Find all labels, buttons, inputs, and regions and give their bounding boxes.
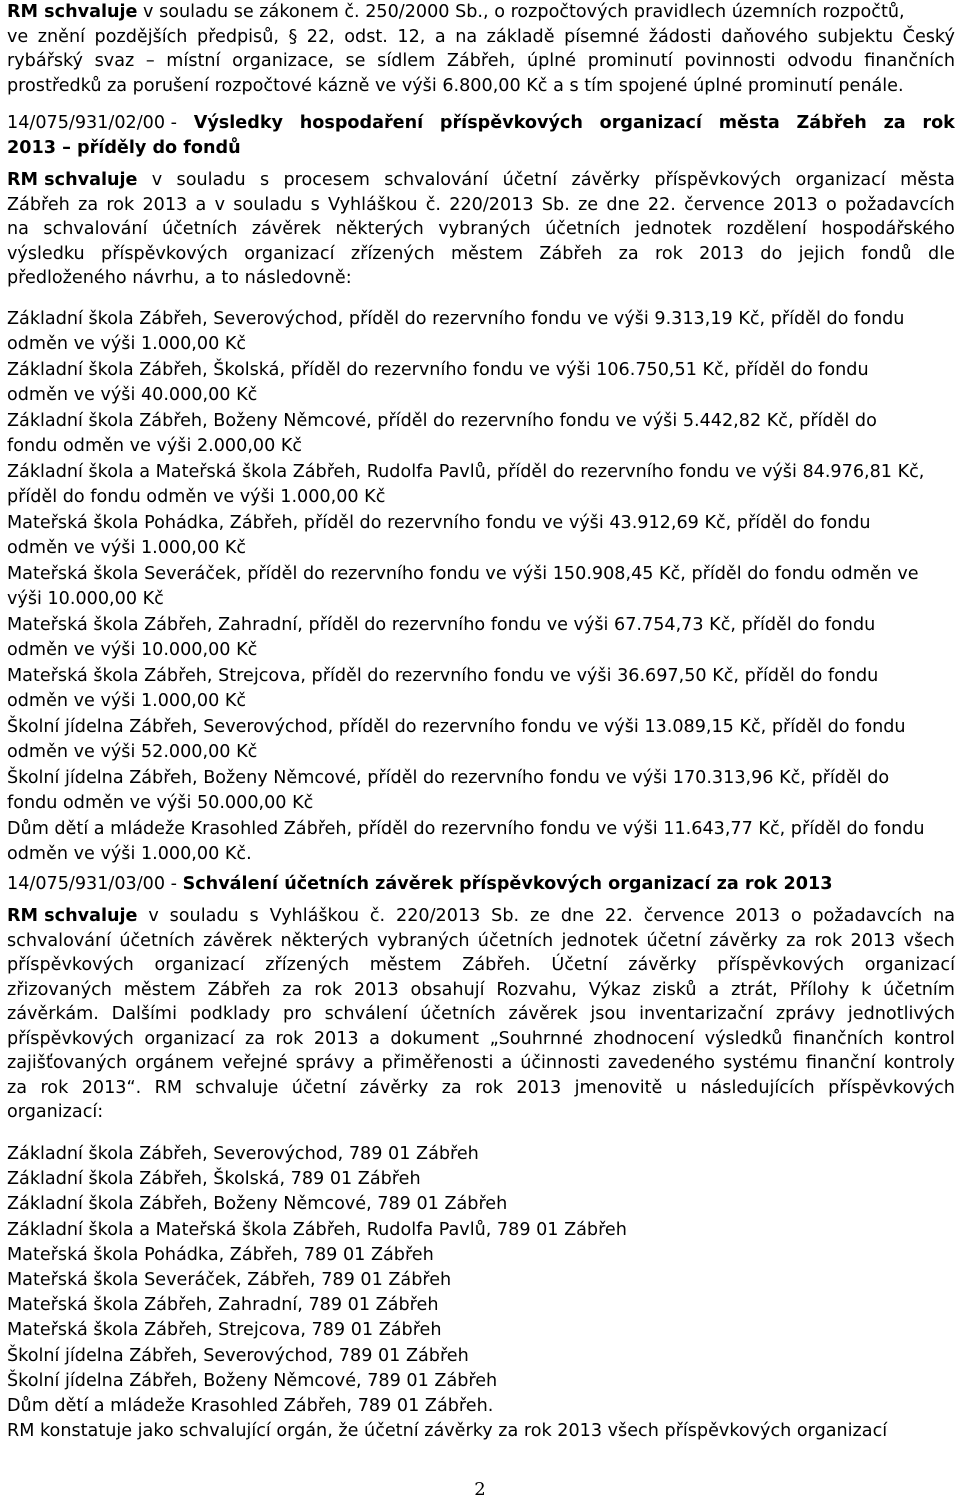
fund-allocation-line-cont: odměn ve výši 1.000,00 Kč xyxy=(7,333,247,354)
section-3-p-line-7: zajišťovaných orgánem veřejné správy a přiměřenosti a účinnosti zavedeného systému finanční kontroly xyxy=(7,1053,955,1073)
section-2 xyxy=(7,111,955,160)
fund-allocation-item xyxy=(7,715,955,764)
fund-allocation-item xyxy=(7,409,955,458)
section-2-heading-line-2 xyxy=(7,136,955,161)
closing-line: RM konstatuje jako schvalující orgán, že účetní závěrky za rok 2013 všech příspěvkových organizací xyxy=(7,1421,888,1441)
fund-allocation-line-cont: příděl do fondu odměn ve výši 1.000,00 Kč xyxy=(7,486,386,507)
fund-allocation-item xyxy=(7,460,955,509)
fund-allocation-line: Základní škola Zábřeh, Severovýchod, příděl do rezervního fondu ve výši 9.313,19 Kč, příděl do fondu xyxy=(7,309,905,329)
fund-allocation-line: Základní škola a Mateřská škola Zábřeh, Rudolfa Pavlů, příděl do rezervního fondu ve výši 84.976,81 Kč, xyxy=(7,462,925,482)
section-3-title: Schválení účetních závěrek příspěvkových organizací za rok 2013 xyxy=(182,874,833,894)
fund-allocation-line-cont: fondu odměn ve výši 2.000,00 Kč xyxy=(7,435,303,456)
page-number: 2 xyxy=(474,1479,486,1500)
fund-allocation-line-cont: odměn ve výši 1.000,00 Kč xyxy=(7,690,247,711)
section-2-number: 14/075/931/02/00 - xyxy=(7,113,177,133)
intro-paragraph xyxy=(7,0,955,98)
section-3-p-line-2: schvalování účetních závěrek některých vybraných účetních jednotek účetní závěrky za rok 2013 všech xyxy=(7,930,955,951)
fund-allocation-line: Základní škola Zábřeh, Boženy Němcové, příděl do rezervního fondu ve výši 5.442,82 Kč, příděl do xyxy=(7,411,877,431)
fund-allocation-line-cont: odměn ve výši 1.000,00 Kč xyxy=(7,537,247,558)
fund-allocation-item xyxy=(7,511,955,560)
section-2-paragraph xyxy=(7,168,955,291)
fund-allocation-line-cont: odměn ve výši 10.000,00 Kč xyxy=(7,639,258,660)
section-3-p-line-3: příspěvkových organizací zřízených městem Zábřeh. Účetní závěrky příspěvkových organizací xyxy=(7,955,955,975)
section-2-rm-label: RM schvaluje xyxy=(7,170,138,190)
section-3-closing xyxy=(7,1419,955,1444)
intro-line-4: prostředků za porušení rozpočtové kázně ve výši 6.800,00 Kč a s tím spojené úplné prominutí penále. xyxy=(7,75,904,96)
organization-list-item: Mateřská škola Zábřeh, Strejcova, 789 01 Zábřeh xyxy=(7,1320,442,1341)
organization-list-item: Mateřská škola Pohádka, Zábřeh, 789 01 Zábřeh xyxy=(7,1244,434,1265)
section-3-paragraph xyxy=(7,904,955,1125)
fund-allocation-item xyxy=(7,613,955,662)
organization-list-item: Školní jídelna Zábřeh, Severovýchod, 789 01 Zábřeh xyxy=(7,1345,469,1366)
section-2-p-line-3: na schvalování účetních závěrek některých vybraných účetních jednotek rozdělení hospodářského xyxy=(7,219,955,239)
section-3-heading-line xyxy=(7,872,955,897)
section-2-items xyxy=(7,307,955,868)
section-3-number: 14/075/931/03/00 - xyxy=(7,874,183,894)
section-3-p-line-6: příspěvkových organizací za rok 2013 a dokument „Souhrnné zhodnocení výsledků finančních kontrol xyxy=(7,1028,955,1049)
organization-list-item: Základní škola Zábřeh, Severovýchod, 789 01 Zábřeh xyxy=(7,1144,479,1164)
fund-allocation-item xyxy=(7,562,955,611)
section-2-p-line-4: výsledku příspěvkových organizací zřízených městem Zábřeh za rok 2013 do jejich fondů dle xyxy=(7,243,955,264)
section-3-org-list xyxy=(7,1142,955,1419)
section-2-p-line-5: předloženého návrhu, a to následovně: xyxy=(7,268,352,288)
fund-allocation-item xyxy=(7,307,955,356)
intro-rm-label: RM schvaluje xyxy=(7,2,138,22)
intro-line-3: rybářský svaz – místní organizace, se sídlem Zábřeh, úplné prominutí povinnosti odvodu finančních xyxy=(7,51,955,71)
organization-list-item: Základní škola Zábřeh, Školská, 789 01 Zábřeh xyxy=(7,1169,421,1190)
fund-allocation-line: Mateřská škola Severáček, příděl do rezervního fondu ve výši 150.908,45 Kč, příděl do fondu odměn ve xyxy=(7,564,919,584)
fund-allocation-line: Mateřská škola Zábřeh, Strejcova, příděl do rezervního fondu ve výši 36.697,50 Kč, příděl do fondu xyxy=(7,666,879,686)
organization-list-item: Mateřská škola Zábřeh, Zahradní, 789 01 Zábřeh xyxy=(7,1295,439,1316)
fund-allocation-item xyxy=(7,766,955,815)
intro-line-2: ve znění pozdějších předpisů, § 22, odst. 12, a na základě písemné žádosti daňového subjektu Český xyxy=(7,26,955,47)
intro-line-1 xyxy=(7,0,955,25)
fund-allocation-line: Mateřská škola Zábřeh, Zahradní, příděl do rezervního fondu ve výši 67.754,73 Kč, příděl do fondu xyxy=(7,615,876,635)
fund-allocation-line: Školní jídelna Zábřeh, Severovýchod, příděl do rezervního fondu ve výši 13.089,15 Kč, příděl do fondu xyxy=(7,717,906,737)
fund-allocation-item xyxy=(7,358,955,407)
fund-allocation-line-cont: fondu odměn ve výši 50.000,00 Kč xyxy=(7,792,314,813)
section-3-p-line-4: zřizovaných městem Zábřeh za rok 2013 obsahují Rozvahu, Výkaz zisků a ztrát, Přílohy k účetním xyxy=(7,979,955,1000)
fund-allocation-item xyxy=(7,664,955,713)
section-3-heading xyxy=(7,872,955,897)
section-2-p-line-2: Zábřeh za rok 2013 a v souladu s Vyhláškou č. 220/2013 Sb. ze dne 22. července 2013 o požadavcích xyxy=(7,194,955,215)
fund-allocation-line: Základní škola Zábřeh, Školská, příděl do rezervního fondu ve výši 106.750,51 Kč, příděl do fondu xyxy=(7,360,869,380)
organization-list-item: Mateřská škola Severáček, Zábřeh, 789 01 Zábřeh xyxy=(7,1269,452,1290)
section-3-p-line-5: závěrkám. Dalšími podklady pro schválení účetních závěrek jsou inventarizační zprávy jednotlivých xyxy=(7,1004,955,1024)
fund-allocation-item xyxy=(7,817,955,866)
fund-allocation-line-cont: odměn ve výši 52.000,00 Kč xyxy=(7,741,258,762)
organization-list-item: Dům dětí a mládeže Krasohled Zábřeh, 789 01 Zábřeh. xyxy=(7,1395,494,1416)
fund-allocation-line-cont: odměn ve výši 1.000,00 Kč. xyxy=(7,843,252,864)
fund-allocation-line-cont: výši 10.000,00 Kč xyxy=(7,588,164,609)
section-2-heading: 14/075/931/02/00 - Výsledky hospodaření příspěvkových organizací města Zábřeh za rok xyxy=(7,111,955,136)
organization-list-item: Školní jídelna Zábřeh, Boženy Němcové, 789 01 Zábřeh xyxy=(7,1370,498,1391)
fund-allocation-line: Mateřská škola Pohádka, Zábřeh, příděl do rezervního fondu ve výši 43.912,69 Kč, příděl do fondu xyxy=(7,513,871,533)
fund-allocation-line: Školní jídelna Zábřeh, Boženy Němcové, příděl do rezervního fondu ve výši 170.313,96 Kč, příděl do xyxy=(7,768,890,788)
intro-line-1-text: v souladu se zákonem č. 250/2000 Sb., o rozpočtových pravidlech územních rozpočtů, xyxy=(137,2,905,22)
section-2-p-line-1: RM schvaluje v souladu s procesem schvalování účetní závěrky příspěvkových organizací města xyxy=(7,168,955,193)
section-3-p-line-8: za rok 2013“. RM schvaluje účetní závěrky za rok 2013 jmenovitě u následujících příspěvkových xyxy=(7,1077,955,1098)
fund-allocation-line-cont: odměn ve výši 40.000,00 Kč xyxy=(7,384,258,405)
organization-list-item: Základní škola a Mateřská škola Zábřeh, Rudolfa Pavlů, 789 01 Zábřeh xyxy=(7,1219,627,1240)
section-2-title-cont: 2013 – příděly do fondů xyxy=(7,137,241,158)
section-3-p-line-1: RM schvaluje v souladu s Vyhláškou č. 220/2013 Sb. ze dne 22. července 2013 o požadavcích na xyxy=(7,904,955,929)
fund-allocation-line: Dům dětí a mládeže Krasohled Zábřeh, příděl do rezervního fondu ve výši 11.643,77 Kč, příděl do fondu xyxy=(7,819,925,839)
organization-list-item: Základní škola Zábřeh, Boženy Němcové, 789 01 Zábřeh xyxy=(7,1194,508,1215)
section-3-p-line-9: organizací: xyxy=(7,1102,104,1122)
section-3-rm-label: RM schvaluje xyxy=(7,906,138,926)
